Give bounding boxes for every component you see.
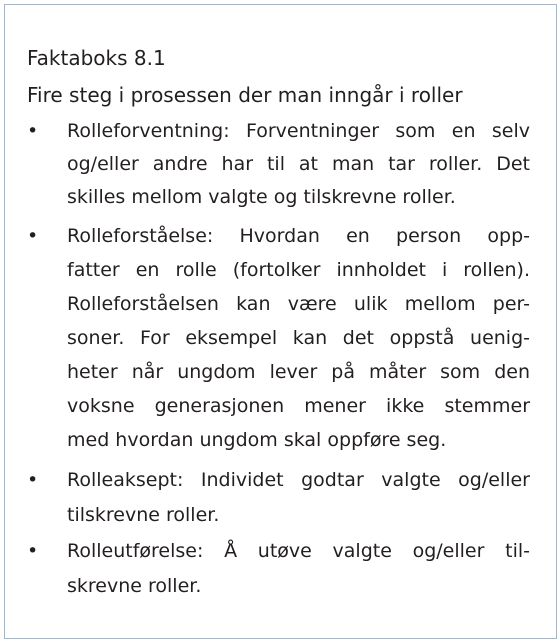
item-text-line: Rolleutførelse: Å utøve valgte og/eller til- xyxy=(67,540,530,562)
item-text-line: voksne generasjonen mener ikke stemmer xyxy=(67,395,530,417)
item-text-line: Rolleforståelsen kan være ulik mellom per- xyxy=(67,293,530,315)
fact-box-title: Fire steg i prosessen der man inngår i roller xyxy=(27,83,463,107)
item-text-line: skilles mellom valgte og tilskrevne roller. xyxy=(67,186,456,208)
item-text-line: heter når ungdom lever på måter som den xyxy=(67,361,530,383)
item-text-line: soner. For eksempel kan det oppstå uenig- xyxy=(67,327,530,349)
bullet: • xyxy=(27,120,39,142)
item-text-line: med hvordan ungdom skal oppføre seg. xyxy=(67,429,447,451)
item-text-line: Rolleforventning: Forventninger som en selv xyxy=(67,120,530,142)
bullet: • xyxy=(27,540,39,562)
item-text-line: fatter en rolle (fortolker innholdet i rollen). xyxy=(67,259,530,281)
bullet: • xyxy=(27,469,39,491)
item-text-line: Rolleaksept: Individet godtar valgte og/eller xyxy=(67,469,530,491)
fact-box-label: Faktaboks 8.1 xyxy=(27,46,166,70)
bullet: • xyxy=(27,225,39,247)
item-text-line: tilskrevne roller. xyxy=(67,504,220,526)
item-text-line: og/eller andre har til at man tar roller. Det xyxy=(67,153,530,175)
item-text-line: Rolleforståelse: Hvordan en person opp- xyxy=(67,225,530,247)
item-text-line: skrevne roller. xyxy=(67,575,202,597)
